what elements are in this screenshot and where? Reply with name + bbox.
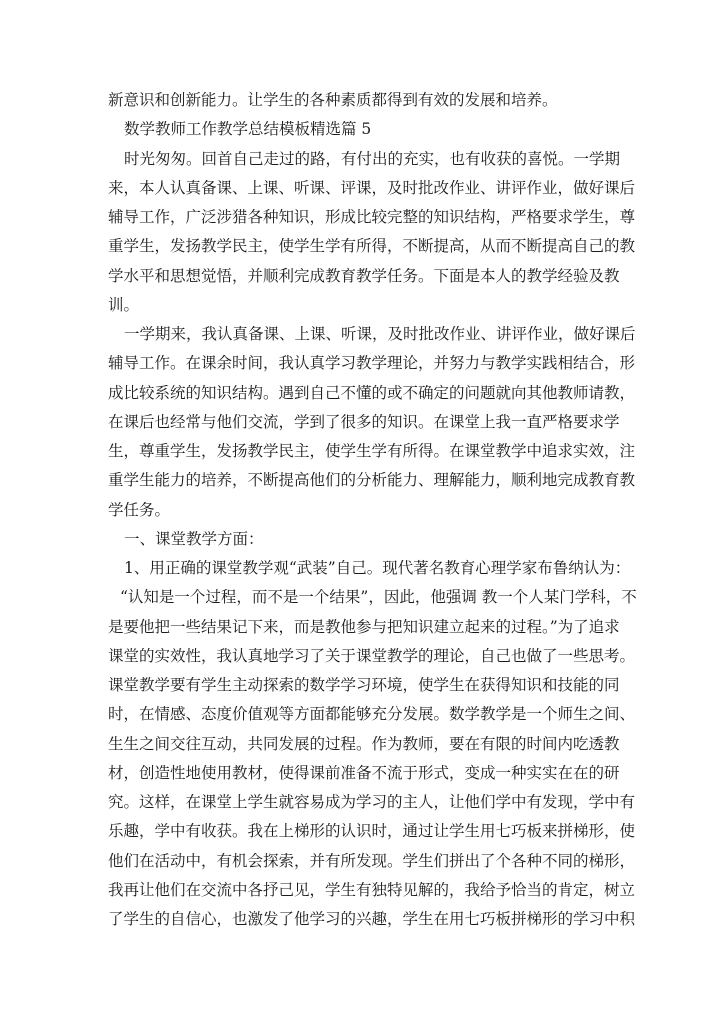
paragraph-line: 是要他把一些结果记下来，而是教他参与把知识建立起来的过程。”为了追求: [108, 617, 620, 636]
paragraph-line: 生，尊重学生，发扬教学民主，使学生学有所得。在课堂教学中追求实效，注: [108, 442, 636, 460]
paragraph-line: 他们在活动中，有机会探索，并有所发现。学生们拼出了个各种不同的梯形，: [108, 851, 636, 870]
paragraph-line: 乐趣，学中有收获。我在上梯形的认识时，通过让学生用七巧板来拼梯形，使: [108, 822, 636, 841]
paragraph-line: 在课后也经常与他们交流，学到了很多的知识。在课堂上我一直严格要求学: [108, 412, 620, 431]
document-page: [108, 86, 637, 934]
paragraph-line: 课堂的实效性，我认真地学习了关于课堂教学的理论，自己也做了一些思考。: [108, 646, 636, 665]
paragraph-line: 时光匆匆。回首自己走过的路，有付出的充实，也有收获的喜悦。一学期: [124, 149, 621, 168]
paragraph-line: 材，创造性地使用教材，使得课前准备不流于形式，变成一种实实在在的研: [108, 763, 620, 782]
paragraph-line: 究。这样，在课堂上学生就容易成为学习的主人，让他们学中有发现，学中有: [108, 793, 636, 811]
paragraph-line: 训。: [108, 295, 140, 314]
body-text-line: 新意识和创新能力。让学生的各种素质都得到有效的发展和培养。: [108, 91, 558, 109]
paragraph-line: 1、用正确的课堂教学观“武装”自己。现代著名教育心理学家布鲁纳认为：: [124, 559, 631, 577]
paragraph-line: 了学生的自信心，也激发了他学习的兴趣，学生在用七巧板拼梯形的学习中积: [108, 910, 636, 928]
paragraph-line: 生生之间交往互动，共同发展的过程。作为教师，要在有限的时间内吃透教: [108, 734, 620, 753]
paragraph-line: 课堂教学要有学生主动探索的数学学习环境，使学生在获得知识和技能的同: [108, 676, 620, 694]
paragraph-line: 一学期来，我认真备课、上课、听课，及时批改作业、讲评作业，做好课后: [124, 325, 636, 343]
paragraph-line: 辅导工作。在课余时间，我认真学习教学理论，并努力与教学实践相结合，形: [108, 354, 636, 373]
paragraph-line: 辅导工作，广泛涉猎各种知识，形成比较完整的知识结构，严格要求学生，尊: [108, 208, 636, 226]
paragraph-line: 来，本人认真备课、上课、听课、评课，及时批改作业、讲评作业，做好课后: [108, 178, 636, 197]
paragraph-line: 学水平和思想觉悟，并顺利完成教育教学任务。下面是本人的教学经验及教: [108, 266, 620, 285]
paragraph-line: “认知是一个过程，而不是一个结果”，因此，他强调 教一个人某门学科，不: [120, 588, 637, 607]
paragraph-line: 重学生能力的培养，不断提高他们的分析能力、理解能力，顺利地完成教育教: [108, 471, 636, 490]
paragraph-line: 成比较系统的知识结构。遇到自己不懂的或不确定的问题就向其他教师请教，: [108, 383, 636, 402]
section-heading: 数学教师工作教学总结模板精选篇 5: [124, 120, 372, 139]
paragraph-line: 学任务。: [108, 500, 171, 519]
subsection-heading: 一、课堂教学方面：: [124, 529, 264, 548]
paragraph-line: 我再让他们在交流中各抒己见，学生有独特见解的，我给予恰当的肯定，树立: [108, 880, 636, 899]
paragraph-line: 时，在情感、态度价值观等方面都能够充分发展。数学教学是一个师生之间、: [108, 705, 636, 724]
paragraph-line: 重学生，发扬教学民主，使学生学有所得，不断提高，从而不断提高自己的教: [108, 237, 636, 256]
